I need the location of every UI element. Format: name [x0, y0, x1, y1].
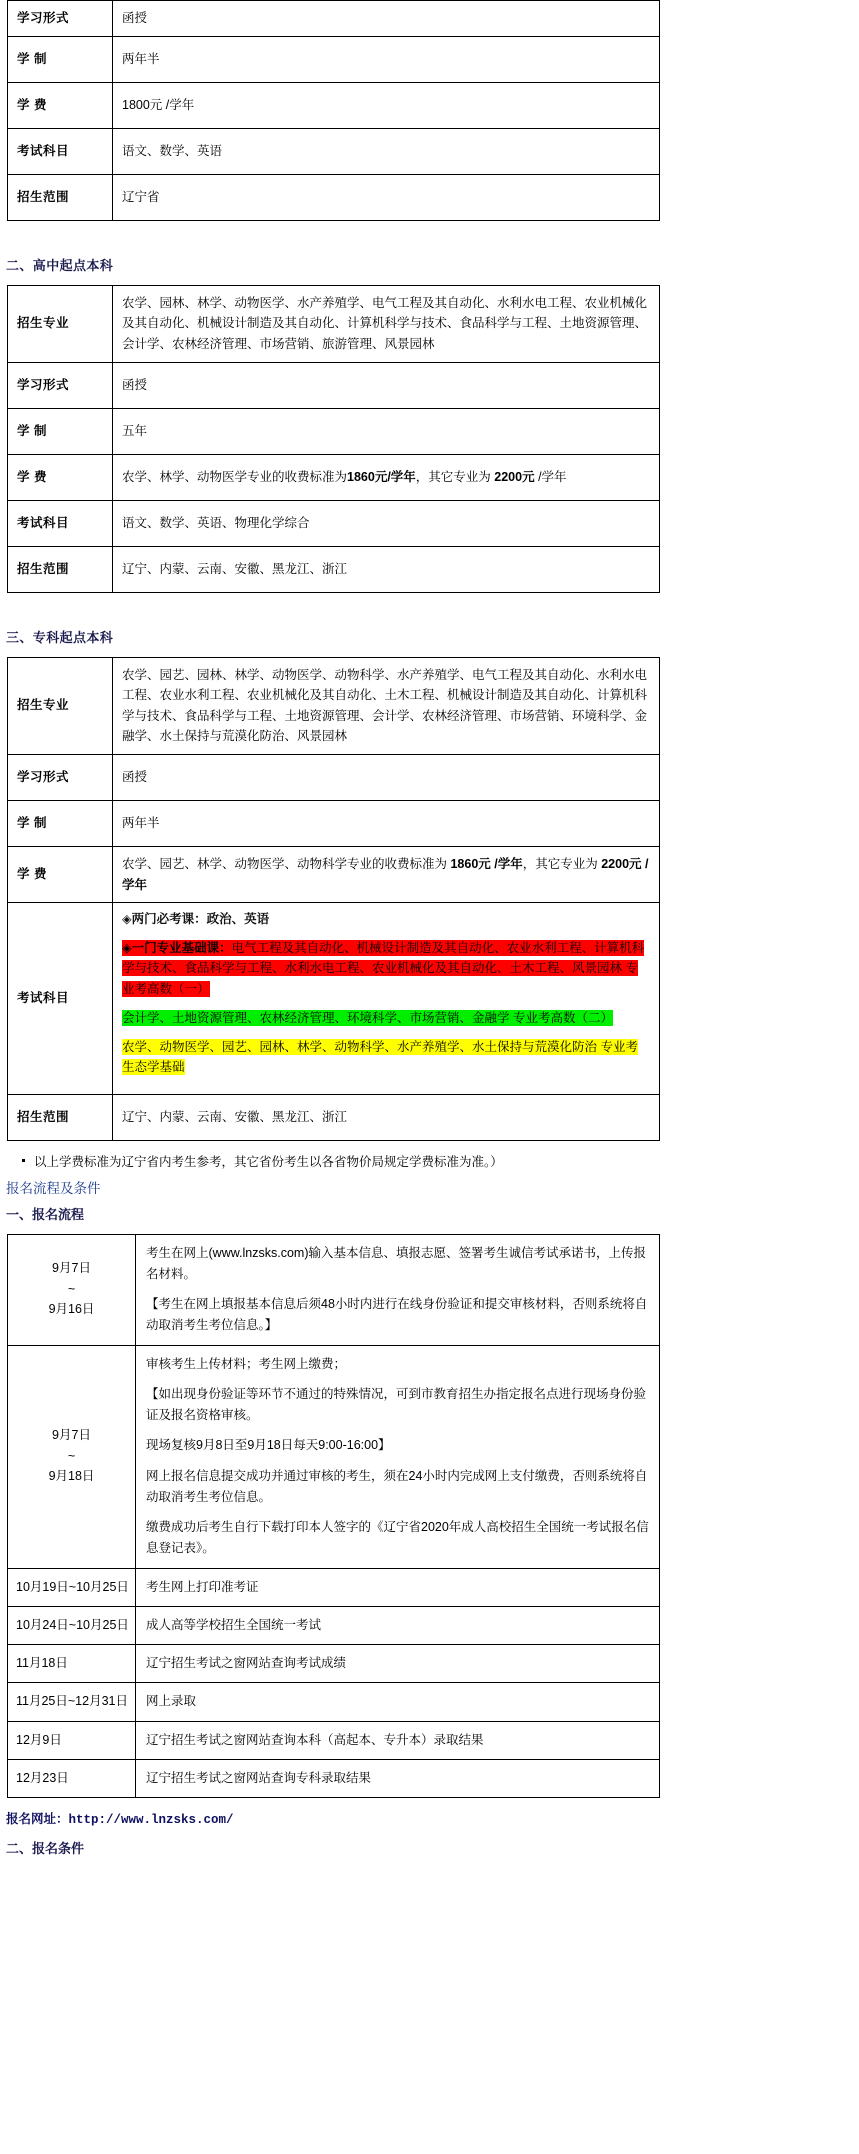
table-row: [8, 1721, 660, 1759]
table-row: [8, 454, 660, 500]
process-paragraph: 考生在网上(www.lnzsks.com)输入基本信息、填报志愿、签署考生诚信考试承诺书，上传报名材料。: [146, 1245, 647, 1281]
spacer: [0, 1197, 859, 1204]
tuition-price-1: 1860元/学年: [347, 469, 416, 484]
tuition-note-text: 以上学费标准为辽宁省内考生参考，其它省份考生以各省物价局规定学费标准为准。）: [34, 1154, 503, 1169]
tuition-price-2: 2200元 /学年: [122, 857, 649, 892]
exam-group-highlight-red: [122, 938, 650, 999]
spacer: [0, 1223, 859, 1234]
table-row: [8, 36, 660, 82]
row-label: 考试科目: [8, 500, 113, 546]
section-one-table: [7, 0, 660, 221]
process-paragraph: 网上报名信息提交成功并通过审核的考生，须在24小时内完成网上支付缴费，否则系统将自动取消考生考位信息。: [146, 1468, 648, 1504]
spacer: [0, 1827, 859, 1838]
row-label: 学 制: [8, 801, 113, 847]
section-two-table: [7, 285, 660, 593]
process-description: 辽宁招生考试之窗网站查询本科（高起本、专升本）录取结果: [136, 1721, 660, 1759]
spacer: [0, 593, 859, 627]
row-label: 学 费: [8, 82, 113, 128]
date-separator: ~: [67, 1448, 76, 1463]
row-label: 学习形式: [8, 755, 113, 801]
table-row: [8, 408, 660, 454]
table-row: [8, 1606, 660, 1644]
row-value: 语文、数学、英语、物理化学综合: [113, 500, 660, 546]
date-end: 9月18日: [48, 1469, 95, 1484]
row-value: 函授: [113, 362, 660, 408]
table-row: [8, 1, 660, 37]
tuition-post: /学年: [534, 469, 567, 484]
exam-required-courses: ◈两门必考课：政治、英语: [122, 912, 270, 927]
exam-group-highlight-yellow: [122, 1037, 650, 1078]
process-description: 成人高等学校招生全国统一考试: [136, 1606, 660, 1644]
row-label: 考试科目: [8, 128, 113, 174]
row-value: 两年半: [113, 36, 660, 82]
table-row: [8, 128, 660, 174]
row-value: 1800元 /学年: [113, 82, 660, 128]
exam-group-text: 农学、动物医学、园艺、园林、林学、动物科学、水产养殖学、水土保持与荒漠化防治 专业考生态学基础: [122, 1040, 638, 1075]
table-row: [8, 657, 660, 755]
row-value: 辽宁省: [113, 174, 660, 220]
process-date: 12月9日: [8, 1721, 136, 1759]
table-row: [8, 1759, 660, 1797]
process-paragraph: 【考生在网上填报基本信息后须48小时内进行在线身份验证和提交审核材料，否则系统将自动取消考生考位信息。】: [146, 1297, 648, 1333]
tuition-price-2: 2200元: [494, 469, 535, 484]
spacer: [0, 274, 859, 285]
spacer: [0, 1798, 859, 1809]
exam-subjects-cell: [113, 903, 660, 1094]
row-value: 农学、园林、林学、动物医学、水产养殖学、电气工程及其自动化、水利水电工程、农业机械化及其自动化、机械设计制造及其自动化、计算机科学与技术、食品科学与工程、土地资源管理、会计学、农林经济管理、市场营销、旅游管理、风景园林: [113, 285, 660, 362]
process-description: [136, 1345, 660, 1568]
tuition-note: [0, 1152, 859, 1170]
process-description: 网上录取: [136, 1683, 660, 1721]
row-value: 辽宁、内蒙、云南、安徽、黑龙江、浙江: [113, 1094, 660, 1140]
row-label: 学 费: [8, 454, 113, 500]
table-row: [8, 546, 660, 592]
spacer: [0, 1141, 859, 1152]
registration-title: 报名流程及条件: [6, 1180, 101, 1196]
process-paragraph: 审核考生上传材料；考生网上缴费；: [146, 1356, 347, 1371]
table-row: [8, 285, 660, 362]
date-start: 9月7日: [52, 1428, 91, 1443]
table-row: [8, 847, 660, 903]
date-start: 9月7日: [52, 1261, 91, 1276]
process-paragraph: 缴费成功后考生自行下载打印本人签字的《辽宁省2020年成人高校招生全国统一考试报名信息登记表》。: [146, 1520, 649, 1556]
row-label: 招生范围: [8, 174, 113, 220]
exam-group-highlight-green: [122, 1008, 650, 1028]
process-description: [136, 1234, 660, 1345]
process-date: [8, 1234, 136, 1345]
row-label: 学 费: [8, 847, 113, 903]
process-paragraph: 【如出现身份验证等环节不通过的特殊情况，可到市教育招生办指定报名点进行现场身份验证及报名资格审核。: [146, 1386, 647, 1422]
process-description: 辽宁招生考试之窗网站查询专科录取结果: [136, 1759, 660, 1797]
registration-process-table: [7, 1234, 660, 1799]
row-label: 学习形式: [8, 1, 113, 37]
table-row: [8, 1234, 660, 1345]
table-row: [8, 1094, 660, 1140]
exam-group-text: 电气工程及其自动化、机械设计制造及其自动化、农业水利工程、计算机科学与技术、食品科学与工程、水利水电工程、农业机械化及其自动化、土木工程、风景园林 专业考高数（一）: [122, 941, 645, 996]
table-row: [8, 1568, 660, 1606]
exam-group-text: 会计学、土地资源管理、农林经济管理、环境科学、市场营销、金融学 专业考高数（二）: [122, 1010, 613, 1025]
spacer: [0, 646, 859, 657]
registration-url-line: [0, 1809, 859, 1827]
process-description: 考生网上打印准考证: [136, 1568, 660, 1606]
spacer: [0, 221, 859, 255]
process-date: [8, 1345, 136, 1568]
row-label: 考试科目: [8, 903, 113, 1094]
row-label: 招生范围: [8, 1094, 113, 1140]
exam-group-prefix: ◈一门专业基础课：: [122, 941, 232, 955]
row-value: 函授: [113, 755, 660, 801]
tuition-mid: ，其它专业为: [415, 469, 495, 484]
table-row: [8, 755, 660, 801]
table-row: [8, 801, 660, 847]
process-date: 11月18日: [8, 1645, 136, 1683]
row-label: 招生专业: [8, 657, 113, 755]
table-row: [8, 362, 660, 408]
registration-url-value[interactable]: http://www.lnzsks.com/: [68, 1813, 234, 1827]
row-value-tuition: [113, 847, 660, 903]
date-separator: ~: [67, 1281, 76, 1296]
table-row: [8, 1345, 660, 1568]
process-date: 10月24日~10月25日: [8, 1606, 136, 1644]
tuition-pre: 农学、园艺、林学、动物医学、动物科学专业的收费标准为: [122, 857, 451, 871]
row-label: 招生专业: [8, 285, 113, 362]
row-label: 招生范围: [8, 546, 113, 592]
bullet-dot-icon: [22, 1159, 25, 1162]
row-label: 学 制: [8, 36, 113, 82]
table-row-exam-subjects: [8, 903, 660, 1094]
registration-conditions-heading: 二、报名条件: [6, 1841, 85, 1856]
spacer: [0, 1170, 859, 1177]
section-three-heading: 三、专科起点本科: [6, 629, 114, 645]
process-description: 辽宁招生考试之窗网站查询考试成绩: [136, 1645, 660, 1683]
process-date: 10月19日~10月25日: [8, 1568, 136, 1606]
registration-url-label: 报名网址：: [6, 1812, 69, 1826]
process-paragraph: 现场复核9月8日至9月18日每天9:00-16:00】: [146, 1438, 391, 1453]
table-row: [8, 82, 660, 128]
row-value: 辽宁、内蒙、云南、安徽、黑龙江、浙江: [113, 546, 660, 592]
row-value: 两年半: [113, 801, 660, 847]
tuition-pre: 农学、林学、动物医学专业的收费标准为: [122, 469, 348, 484]
section-three-table: [7, 657, 660, 1141]
date-end: 9月16日: [48, 1302, 95, 1317]
row-value: 语文、数学、英语: [113, 128, 660, 174]
process-date: 12月23日: [8, 1759, 136, 1797]
table-row: [8, 500, 660, 546]
table-row: [8, 174, 660, 220]
row-value: 函授: [113, 1, 660, 37]
tuition-price-1: 1860元 /学年: [450, 857, 523, 871]
registration-subtitle: 一、报名流程: [6, 1206, 85, 1222]
row-value-tuition: [113, 454, 660, 500]
row-label: 学 制: [8, 408, 113, 454]
row-label: 学习形式: [8, 362, 113, 408]
row-value: 农学、园艺、园林、林学、动物医学、动物科学、水产养殖学、电气工程及其自动化、水利水电工程、农业水利工程、农业机械化及其自动化、土木工程、机械设计制造及其自动化、计算机科学与技术、食品科学与工程、土地资源管理、会计学、农林经济管理、市场营销、环境科学、金融学、水土保持与荒漠化防治、风景园林: [113, 657, 660, 755]
table-row: [8, 1645, 660, 1683]
row-value: 五年: [113, 408, 660, 454]
process-date: 11月25日~12月31日: [8, 1683, 136, 1721]
section-two-heading: 二、高中起点本科: [6, 257, 114, 273]
tuition-mid: ，其它专业为: [522, 857, 602, 871]
table-row: [8, 1683, 660, 1721]
